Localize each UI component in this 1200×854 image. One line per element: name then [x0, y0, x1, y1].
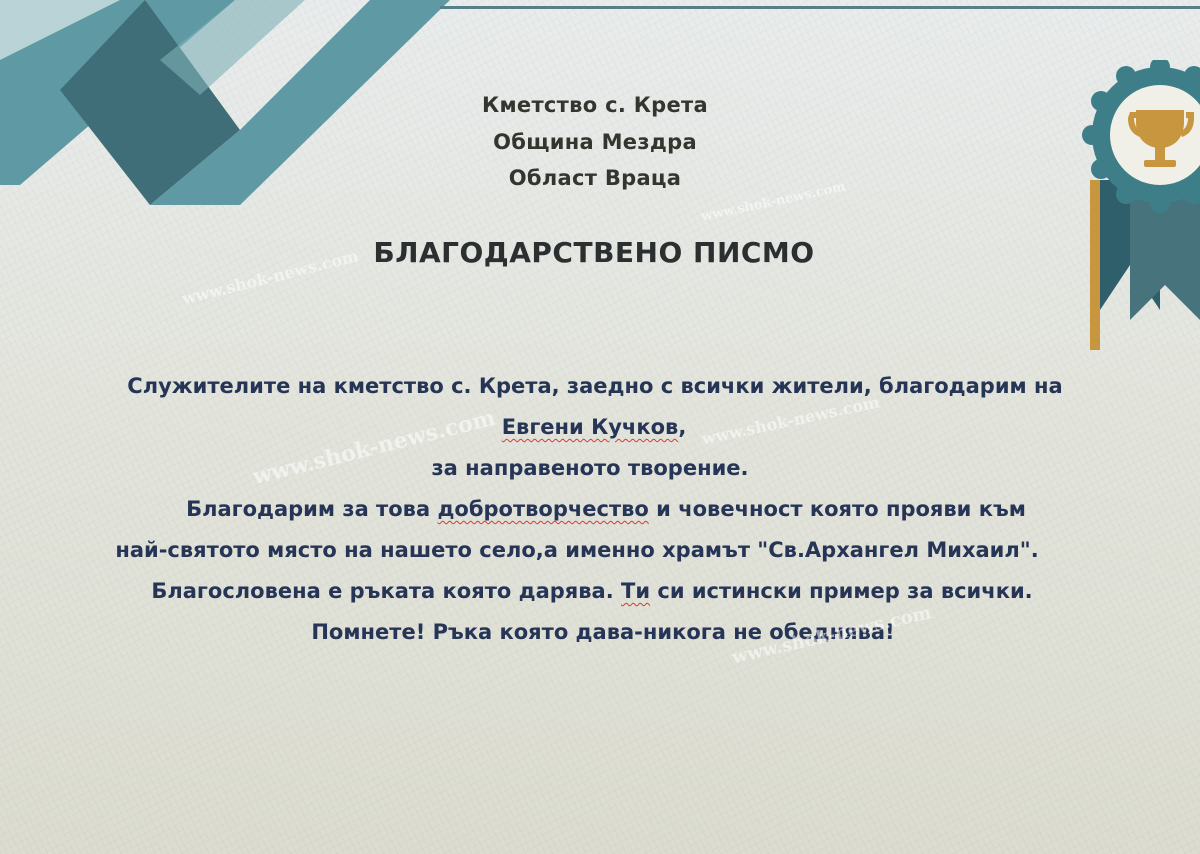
watermark: www.shok-news.com: [700, 179, 848, 225]
body-line-3: за направеното творение.: [431, 456, 749, 480]
watermark: www.shok-news.com: [700, 392, 882, 449]
body-line-4: [6, 497, 1200, 521]
body-line-4-start: Благодарим за това: [186, 497, 438, 521]
letter-title: БЛАГОДАРСТВЕНО ПИСМО: [373, 236, 815, 269]
body-line-5: най-святото място на нашето село,а именно храмът "Св.Архангел Михаил".: [115, 538, 1039, 562]
recipient-comma: ,: [678, 415, 687, 439]
header-municipality: Община Мездра: [493, 130, 697, 154]
recipient-name: Евгени Кучков: [501, 415, 679, 439]
body-line-4-end: и човечност която прояви към: [648, 497, 1026, 521]
header-mayoralty: Кметство с. Крета: [481, 93, 708, 117]
body-line-2: [0, 415, 1194, 439]
watermark: www.shok-news.com: [730, 602, 934, 669]
body-line-6-start: Благословена е ръката която дарява.: [151, 579, 622, 603]
watermark: www.shok-news.com: [250, 404, 499, 491]
body-line-6-end: си истински пример за всички.: [650, 579, 1033, 603]
body-line-6: [0, 579, 1192, 603]
spellcheck-word-ti: Ти: [621, 579, 651, 603]
top-rule: [440, 6, 1200, 9]
body-line-1: Служителите на кметство с. Крета, заедно с всички жители, благодарим на: [127, 374, 1063, 398]
body-line-7: Помнете! Ръка която дава-никога не обеднява!: [311, 620, 895, 644]
spellcheck-word: добротворчество: [437, 497, 649, 521]
header-region: Област Враца: [508, 166, 682, 190]
watermark: www.shok-news.com: [180, 246, 361, 309]
